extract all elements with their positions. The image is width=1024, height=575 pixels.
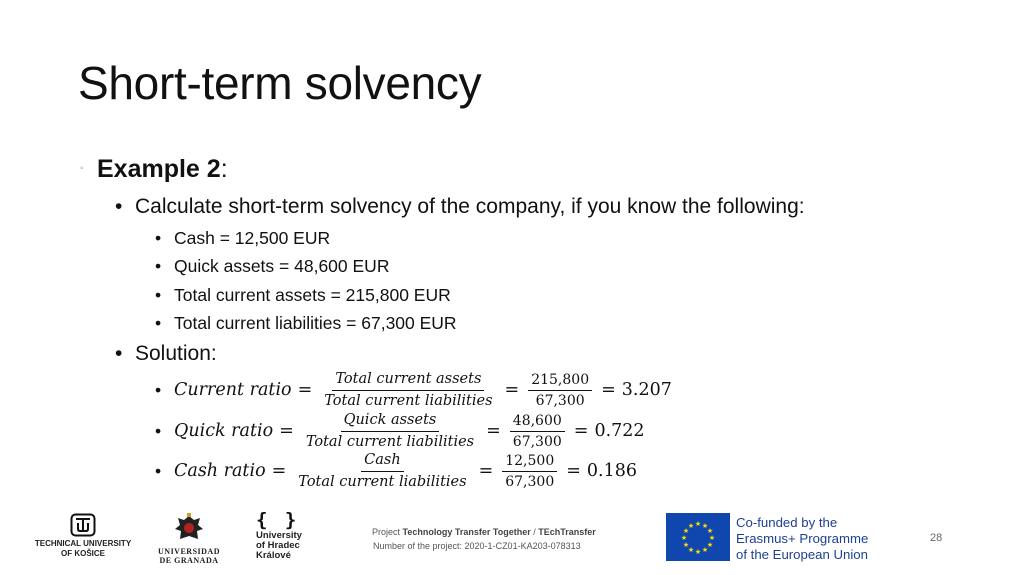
bullet-dot: • — [155, 285, 162, 305]
tuke-line1: TECHNICAL UNIVERSITY — [34, 539, 132, 548]
project-name: Technology Transfer Together — [402, 527, 531, 537]
project-prefix: Project — [372, 527, 403, 537]
bullet-dot: • — [155, 313, 162, 333]
equation-current-ratio — [155, 368, 672, 412]
tuke-emblem-icon — [70, 513, 96, 537]
ugr-crest-icon — [172, 513, 206, 545]
uhk-line3: Králové — [256, 550, 291, 561]
equation-quick-ratio — [155, 409, 645, 453]
fraction-denominator: 67,300 — [505, 473, 555, 490]
fraction-numerator: 12,500 — [502, 453, 557, 472]
ugr-logo — [156, 513, 222, 565]
ugr-line2: DE GRANADA — [159, 556, 219, 565]
svg-text:★: ★ — [708, 534, 716, 542]
fraction-denominator: 67,300 — [535, 392, 585, 409]
bullet-dot: • — [115, 195, 123, 218]
fraction-numerator: 215,800 — [528, 372, 592, 391]
equation-result: 3.207 — [621, 380, 672, 400]
slide-footer — [0, 505, 1024, 575]
equals-sign: = — [271, 461, 287, 481]
task-bullet — [115, 195, 805, 219]
tuke-logo — [30, 513, 136, 559]
equation-cash-ratio — [155, 449, 637, 493]
equals-sign: = — [486, 421, 501, 441]
equals-sign: = — [573, 421, 589, 441]
svg-text:★: ★ — [687, 546, 695, 554]
slide-title: Short-term solvency — [78, 57, 482, 109]
fraction-numerator: Total current assets — [332, 371, 484, 391]
fraction-denominator: Total current liabilities — [324, 392, 493, 409]
value-fraction — [502, 453, 557, 490]
given-total-current-liabilities: Total current liabilities = 67,300 EUR — [174, 313, 457, 333]
equation-name: Quick ratio — [174, 421, 274, 441]
given-item — [155, 228, 330, 249]
bullet-dot: • — [115, 342, 123, 365]
ugr-line1: UNIVERSIDAD — [158, 547, 220, 556]
equals-sign: = — [504, 380, 520, 400]
example-label: Example 2 — [97, 155, 221, 183]
eu-flag-icon — [666, 513, 730, 561]
svg-text:★: ★ — [706, 527, 714, 535]
given-item — [155, 285, 451, 306]
level1-bullet-marker: ◦ — [80, 163, 84, 174]
uhk-line1: University — [256, 530, 302, 541]
svg-text:★: ★ — [680, 534, 688, 542]
uhk-line2: of Hradec — [256, 540, 300, 551]
equals-sign: = — [297, 380, 313, 400]
tuke-line2: OF KOŠICE — [60, 549, 105, 558]
given-quick-assets: Quick assets = 48,600 EUR — [174, 256, 390, 276]
eu-line2: Erasmus+ Programme — [736, 531, 869, 546]
svg-text:★: ★ — [682, 527, 690, 535]
uhk-brace-icon: { } — [256, 509, 300, 531]
equals-sign: = — [478, 461, 494, 481]
given-cash: Cash = 12,500 EUR — [174, 228, 331, 248]
svg-text:★: ★ — [701, 522, 709, 530]
svg-text:★: ★ — [701, 546, 709, 554]
equation-name: Current ratio — [174, 380, 292, 400]
svg-text:★: ★ — [694, 548, 702, 556]
solution-label: Solution: — [135, 342, 217, 365]
fraction-denominator: Total current liabilities — [298, 473, 467, 490]
fraction-numerator: Quick assets — [341, 412, 440, 432]
svg-text:★: ★ — [706, 541, 714, 549]
svg-text:★: ★ — [682, 541, 690, 549]
project-info — [372, 525, 596, 553]
bullet-dot: • — [155, 256, 162, 276]
formula-fraction — [295, 452, 469, 490]
value-fraction — [528, 372, 592, 409]
eu-stars-icon — [666, 513, 730, 561]
example-colon: : — [220, 155, 228, 183]
given-total-current-assets: Total current assets = 215,800 EUR — [174, 285, 451, 305]
equation-result: 0.186 — [586, 461, 638, 481]
value-fraction — [510, 413, 565, 450]
project-line1 — [372, 525, 596, 539]
given-item — [155, 313, 457, 334]
svg-text:★: ★ — [687, 522, 695, 530]
fraction-denominator: 67,300 — [512, 433, 562, 450]
solution-bullet — [115, 342, 217, 366]
bullet-dot: • — [155, 379, 162, 400]
bullet-dot: • — [155, 228, 162, 248]
svg-text:★: ★ — [694, 520, 702, 528]
project-separator: / — [530, 527, 539, 537]
equation-result: 0.722 — [594, 421, 645, 441]
bullet-dot: • — [155, 420, 162, 441]
fraction-numerator: Cash — [361, 452, 404, 472]
example-heading — [97, 155, 228, 184]
eu-text — [736, 515, 868, 563]
project-number: Number of the project: 2020-1-CZ01-KA203-078313 — [373, 541, 581, 551]
given-item — [155, 256, 389, 277]
eu-cofunded-logo — [666, 513, 874, 565]
formula-fraction — [321, 371, 495, 409]
equals-sign: = — [279, 421, 294, 441]
fraction-denominator: Total current liabilities — [305, 433, 475, 450]
fraction-numerator: 48,600 — [510, 413, 565, 432]
page-number: 28 — [930, 532, 943, 544]
eu-line1: Co-funded by the — [736, 515, 838, 530]
equals-sign: = — [601, 380, 616, 400]
uhk-logo — [256, 509, 316, 561]
project-short-name: TEchTransfer — [538, 527, 596, 537]
equals-sign: = — [566, 461, 581, 481]
bullet-dot: • — [155, 460, 162, 481]
eu-line3: of the European Union — [736, 547, 868, 562]
equation-name: Cash ratio — [174, 461, 266, 481]
task-text: Calculate short-term solvency of the company, if you know the following: — [135, 195, 805, 218]
formula-fraction — [303, 412, 477, 450]
